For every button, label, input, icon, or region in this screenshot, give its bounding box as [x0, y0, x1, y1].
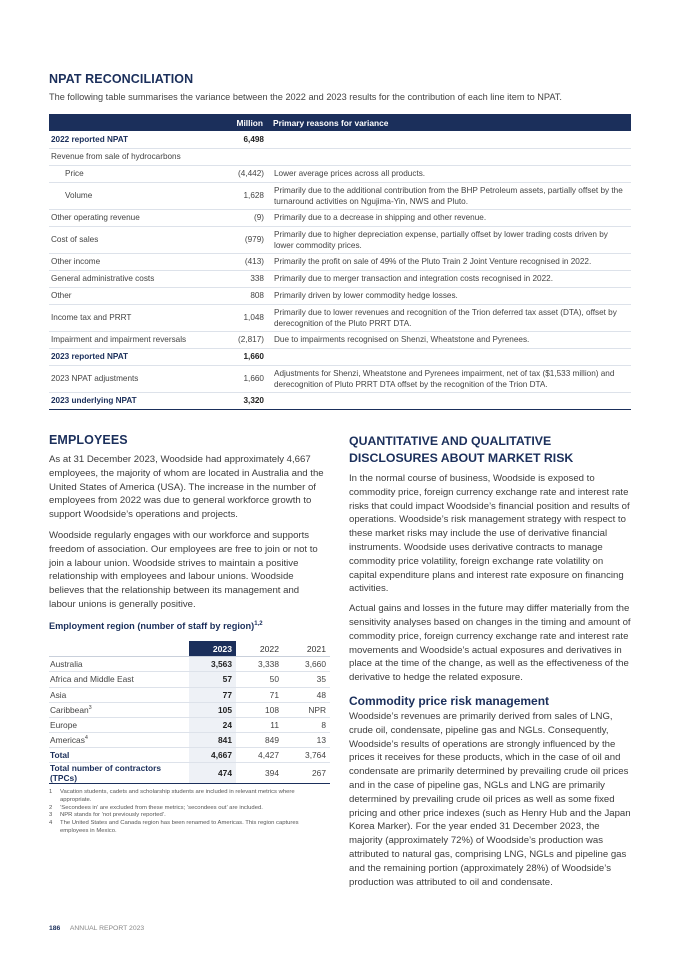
row-label-text: Asia — [50, 689, 67, 700]
row-label: Price — [49, 165, 216, 182]
row-reason — [268, 131, 631, 148]
row-reason — [268, 148, 631, 165]
row-value: (413) — [216, 253, 268, 270]
table-row — [49, 182, 631, 209]
row-value: 57 — [189, 672, 236, 687]
row-value: 4,667 — [189, 747, 236, 762]
npat-header-label — [49, 114, 216, 131]
row-value: 841 — [189, 732, 236, 747]
footnote-number: 3 — [49, 812, 53, 819]
row-value: 474 — [189, 762, 236, 783]
employment-table-header — [49, 641, 330, 657]
row-reason: Primarily due to merger transaction and integration costs recognised in 2022. — [268, 270, 631, 287]
table-row-total — [49, 747, 330, 762]
row-reason — [268, 348, 631, 365]
row-label: Cost of sales — [49, 226, 216, 253]
row-value: (4,442) — [216, 165, 268, 182]
table-row — [49, 365, 631, 392]
footnote-ref: 4 — [84, 735, 88, 742]
row-label — [49, 762, 189, 783]
row-value: 24 — [189, 717, 236, 732]
footnote-text: NPR stands for ‘not previously reported’. — [60, 812, 166, 819]
row-reason: Primarily due to a decrease in shipping and other revenue. — [268, 209, 631, 226]
row-value: 3,320 — [216, 392, 268, 409]
footnote — [49, 805, 325, 813]
table-row — [49, 209, 631, 226]
row-label-text: Caribbean — [50, 704, 89, 715]
row-label: 2022 reported NPAT — [49, 131, 216, 148]
footer-label: ANNUAL REPORT 2023 — [69, 925, 145, 932]
row-label: Income tax and PRRT — [49, 304, 216, 331]
row-label: Other income — [49, 253, 216, 270]
row-value: 849 — [236, 732, 283, 747]
row-value: (9) — [216, 209, 268, 226]
employment-region-table — [49, 641, 330, 784]
row-label — [49, 702, 189, 717]
table-row — [49, 392, 631, 409]
row-reason: Primarily due to higher depreciation expense, partially offset by lower trading costs driven by lower commodity prices. — [268, 226, 631, 253]
npat-reconciliation-section — [49, 72, 631, 410]
row-label: Impairment and impairment reversals — [49, 331, 216, 348]
employees-title: EMPLOYEES — [49, 433, 128, 447]
row-label: 2023 NPAT adjustments — [49, 365, 216, 392]
footnote-number: 2 — [49, 804, 53, 811]
npat-table-header — [49, 114, 631, 131]
table-row — [49, 348, 631, 365]
footnote — [49, 789, 325, 805]
row-value: 3,563 — [189, 657, 236, 672]
market-risk-title: QUANTITATIVE AND QUALITATIVE DISCLOSURES ABOUT MARKET RISK — [349, 434, 574, 465]
header-year: 2021 — [283, 641, 330, 657]
table-row — [49, 717, 330, 732]
row-label: Other operating revenue — [49, 209, 216, 226]
employees-paragraph: Woodside regularly engages with our workforce and supports freedom of association. Our employees are free to join or not to join a labour union. Woodside strives to maintain a positive relationship with employees and labour unions. Woodside believes that the relationship between its management and labour unions is generally positive. — [49, 529, 318, 610]
row-value: 48 — [283, 687, 330, 702]
header-year: 2022 — [236, 641, 283, 657]
market-risk-section — [349, 433, 633, 889]
row-value: 6,498 — [216, 131, 268, 148]
row-reason: Primarily driven by lower commodity hedge losses. — [268, 287, 631, 304]
market-risk-paragraph: In the normal course of business, Woodside is exposed to commodity price, foreign currency exchange rate and interest rate risks that could impact Woodside’s financial position and results of operations. Woodside’s risk management strategy with respect to these market risks may include the use of derivative financial instruments. Woodside uses derivative contracts to manage commodity price volatility, foreign exchange rate volatility on capital expenditure plans and interest rate exposure on financing activities. — [349, 473, 630, 595]
row-label — [49, 657, 189, 672]
footnote-number: 1 — [49, 788, 53, 795]
header-blank — [49, 641, 189, 657]
row-label: Revenue from sale of hydrocarbons — [49, 148, 216, 165]
row-value: 11 — [236, 717, 283, 732]
row-value: 1,660 — [216, 365, 268, 392]
row-reason: Adjustments for Shenzi, Wheatstone and Pyrenees impairment, net of tax ($1,533 million) and derecognition of Pluto PRRT DTA offset by the recognition of the Trion DTA. — [268, 365, 631, 392]
footnote-ref: 3 — [88, 704, 92, 711]
row-label: Volume — [49, 182, 216, 209]
row-label: Other — [49, 287, 216, 304]
row-value — [216, 148, 268, 165]
row-reason — [268, 392, 631, 409]
row-label — [49, 687, 189, 702]
row-value: 4,427 — [236, 747, 283, 762]
row-value: 1,660 — [216, 348, 268, 365]
row-value: 3,338 — [236, 657, 283, 672]
row-value: 3,764 — [283, 747, 330, 762]
employment-table-title — [49, 621, 325, 631]
row-value: 1,628 — [216, 182, 268, 209]
row-label — [49, 732, 189, 747]
footnotes — [49, 789, 325, 836]
table-row — [49, 270, 631, 287]
employment-table-title-text: Employment region (number of staff by region) — [49, 620, 255, 631]
row-label — [49, 747, 189, 762]
page-footer — [49, 925, 144, 932]
table-row — [49, 687, 330, 702]
commodity-price-risk-paragraph: Woodside’s revenues are primarily derived from sales of LNG, crude oil, condensate, pipeline gas and NGLs. Consequently, Woodside’s results of operations are strongly influenced by the prices it receives for these products, which in the case of oil and condensate are primarily determined by prevailing crude oil prices and in the case of pipeline gas, NGLs and LNG are primarily determined by prevailing crude oil prices as well as some fixed pricing and other price indexes (such as Henry Hub and the Japan Korea Marker). For the year ended 31 December 2023, the majority (approximately 72%) of Woodside’s production was attributed to natural gas, comprising LNG, NGLs and pipeline gas and the remaining portion (approximately 28%) of Woodside’s production was attributed to oil and condensate. — [349, 710, 631, 888]
page-number: 186 — [49, 925, 61, 932]
row-label-text: Total — [50, 749, 70, 760]
table-row — [49, 165, 631, 182]
row-value: (979) — [216, 226, 268, 253]
table-row — [49, 331, 631, 348]
row-value: 50 — [236, 672, 283, 687]
table-row — [49, 226, 631, 253]
npat-table — [49, 114, 631, 410]
row-label — [49, 672, 189, 687]
npat-intro: The following table summarises the variance between the 2022 and 2023 results for the contribution of each line item to NPAT. — [49, 92, 562, 102]
row-value: 71 — [236, 687, 283, 702]
row-label: General administrative costs — [49, 270, 216, 287]
row-value: NPR — [283, 702, 330, 717]
row-label — [49, 717, 189, 732]
npat-header-million: Million — [216, 114, 268, 131]
row-reason: Primarily due to the additional contribution from the BHP Petroleum assets, partially offset by the turnaround activities on Ngujima-Yin, NWS and Pluto. — [268, 182, 631, 209]
table-row — [49, 148, 631, 165]
table-row — [49, 672, 330, 687]
row-value: 108 — [236, 702, 283, 717]
row-value: 77 — [189, 687, 236, 702]
table-row — [49, 304, 631, 331]
row-value: 267 — [283, 762, 330, 783]
npat-header-reason: Primary reasons for variance — [268, 114, 631, 131]
footnote-text: The United States and Canada region has been renamed to Americas. This region captures employees in Mexico. — [60, 820, 299, 834]
footnote-number: 4 — [49, 820, 53, 827]
row-value: 338 — [216, 270, 268, 287]
row-label-text: Total number of contractors (TPCs) — [50, 762, 162, 783]
table-row — [49, 131, 631, 148]
row-reason: Primarily due to lower revenues and recognition of the Trion deferred tax asset (DTA), offset by derecognition of the Pluto PRRT DTA. — [268, 304, 631, 331]
footnote-text: Vacation students, cadets and scholarship students are included in relevant metrics where appropriate. — [60, 788, 295, 803]
row-reason: Due to impairments recognised on Shenzi, Wheatstone and Pyrenees. — [268, 331, 631, 348]
row-value: 394 — [236, 762, 283, 783]
footnote — [49, 812, 325, 820]
commodity-price-risk-title: Commodity price risk management — [349, 693, 550, 708]
table-row-contractors — [49, 762, 330, 783]
row-reason: Lower average prices across all products. — [268, 165, 631, 182]
table-row — [49, 702, 330, 717]
row-label-text: Americas — [50, 734, 85, 745]
row-value: 1,048 — [216, 304, 268, 331]
row-label: 2023 underlying NPAT — [49, 392, 216, 409]
row-label-text: Africa and Middle East — [50, 674, 134, 685]
row-reason: Primarily the profit on sale of 49% of the Pluto Train 2 Joint Venture recognised in 2022. — [268, 253, 631, 270]
row-value: 3,660 — [283, 657, 330, 672]
footnote-ref: 1,2 — [254, 620, 263, 627]
row-value: 8 — [283, 717, 330, 732]
table-row — [49, 657, 330, 672]
row-value: 808 — [216, 287, 268, 304]
table-row — [49, 732, 330, 747]
table-row — [49, 287, 631, 304]
row-value: (2,817) — [216, 331, 268, 348]
row-label-text: Europe — [50, 719, 78, 730]
market-risk-paragraph: Actual gains and losses in the future may differ materially from the sensitivity analyses based on changes in the timing and amount of commodity price, foreign currency exchange rate and interest rate movements and Woodside’s actual exposures and derivatives in place at the time of the change, as well as the effectiveness of the derivative to hedge the related exposure. — [349, 603, 631, 684]
npat-title: NPAT RECONCILIATION — [49, 72, 194, 86]
header-year: 2023 — [189, 641, 236, 657]
row-label: 2023 reported NPAT — [49, 348, 216, 365]
employees-section — [49, 433, 325, 836]
employees-paragraph: As at 31 December 2023, Woodside had approximately 4,667 employees, the majority of whom are located in Australia and the United States of America (USA). The increase in the number of employees from 2022 was due to general workforce growth to support Woodside’s operations and projects. — [49, 454, 324, 521]
footnote-text: ‘Secondees in’ are excluded from these metrics; ‘secondees out’ are included. — [60, 804, 263, 811]
footnote — [49, 820, 325, 836]
table-row — [49, 253, 631, 270]
row-label-text: Australia — [50, 659, 83, 670]
row-value: 105 — [189, 702, 236, 717]
row-value: 13 — [283, 732, 330, 747]
row-value: 35 — [283, 672, 330, 687]
